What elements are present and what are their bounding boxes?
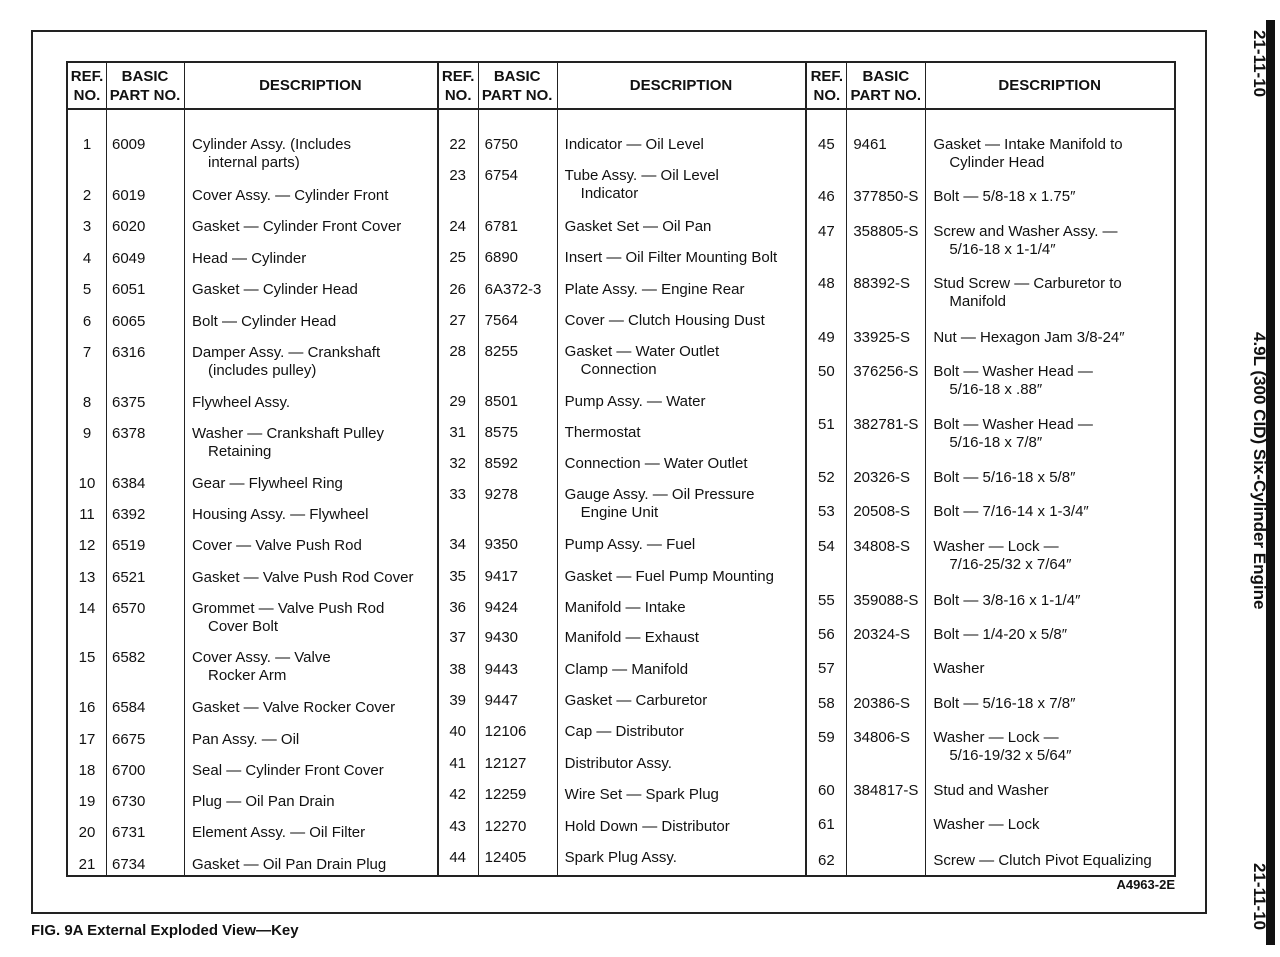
ref-number: 60 [817,782,835,799]
description-line: Engine Unit [580,504,659,521]
description-line: Bolt — 3/8-16 x 1-1/4″ [933,592,1081,609]
description [933,782,1048,800]
part-number: 8592 [484,455,519,472]
description [565,661,688,679]
header-basic-part-no: BASIC PART NO. [481,67,553,104]
ref-number: 20 [78,824,96,841]
ref-number: 45 [817,136,835,153]
description-line: (includes pulley) [208,362,317,379]
table-column [437,63,806,875]
ref-number: 54 [817,538,835,555]
part-number: 6754 [484,167,519,184]
description-line: Damper Assy. — Crankshaft [192,344,381,361]
description [565,692,708,710]
description [192,762,384,780]
description-line: Clamp — Manifold [564,661,689,678]
table-header [807,63,1174,110]
description-line: Spark Plug Assy. [564,849,677,866]
part-number: 6584 [112,699,146,716]
ref-number: 8 [82,394,92,411]
ref-number: 2 [82,187,92,204]
figure-code: A4963-2E [1116,877,1175,892]
description [192,569,413,587]
part-number: 359088-S [853,592,919,609]
description-line: Washer — Crankshaft Pulley [192,425,385,442]
part-number: 6A372-3 [484,281,542,298]
description-line: Thermostat [564,424,641,441]
part-number: 6020 [112,218,146,235]
part-number: 6750 [484,136,519,153]
part-number: 6378 [112,425,146,442]
ref-number: 61 [817,816,835,833]
part-number: 6065 [112,313,146,330]
description [565,723,684,741]
description [565,455,748,473]
part-number: 6009 [112,136,146,153]
ref-number: 22 [449,136,466,153]
description-line: Head — Cylinder [192,250,307,267]
header-ref-no: REF. NO. [441,67,475,104]
description-line: 5/16-18 x .88″ [949,381,1043,398]
column-divider [925,63,926,875]
description-line: Connection [580,361,657,378]
header-ref-no: REF. NO. [810,67,844,104]
description [933,729,1071,765]
description-line: Gasket — Cylinder Head [192,281,358,298]
part-number: 9278 [484,486,519,503]
part-number: 12270 [484,818,527,835]
description [192,344,380,380]
ref-number: 48 [817,275,835,292]
ref-number: 12 [78,537,96,554]
description-line: Wire Set — Spark Plug [564,786,719,803]
ref-number: 3 [82,218,92,235]
ref-number: 1 [82,136,92,153]
ref-number: 13 [78,569,96,586]
part-number: 34806-S [853,729,911,746]
ref-number: 24 [449,218,466,235]
description [565,599,686,617]
description-line: Gasket — Water Outlet [564,343,720,360]
ref-number: 58 [817,695,835,712]
part-number: 6384 [112,475,146,492]
part-number: 6019 [112,187,146,204]
description [933,329,1124,347]
description-line: Pump Assy. — Fuel [564,536,696,553]
description [565,755,672,773]
ref-number: 5 [82,281,92,298]
description-line: Bolt — 7/16-14 x 1-3/4″ [933,503,1089,520]
ref-number: 14 [78,600,96,617]
part-number: 20326-S [853,469,911,486]
description [192,824,365,842]
description-line: Rocker Arm [208,667,287,684]
description [933,592,1080,610]
description-line: Bolt — 5/8-18 x 1.75″ [933,188,1076,205]
description [565,218,712,236]
description-line: Washer — Lock — [933,729,1059,746]
ref-number: 49 [817,329,835,346]
column-divider [557,63,558,875]
description [565,786,719,804]
description [933,136,1122,172]
description-line: Plate Assy. — Engine Rear [564,281,745,298]
part-number: 7564 [484,312,519,329]
part-number: 6051 [112,281,146,298]
table-header [439,63,806,110]
description-line: Stud Screw — Carburetor to [933,275,1122,292]
description [192,856,386,874]
ref-number: 29 [449,393,466,410]
header-description: DESCRIPTION [629,77,733,94]
description-line: Element Assy. — Oil Filter [192,824,366,841]
ref-number: 27 [449,312,466,329]
parts-key-table [66,61,1176,877]
description [933,503,1088,521]
description-line: Stud and Washer [933,782,1049,799]
description [565,486,755,522]
description [933,626,1067,644]
description-line: Gasket — Intake Manifold to [933,136,1123,153]
description-line: Hold Down — Distributor [564,818,730,835]
table-header [68,63,437,110]
description-line: Manifold — Intake [564,599,686,616]
description [933,538,1071,574]
part-number: 20386-S [853,695,911,712]
description [565,629,699,647]
column-divider [106,63,107,875]
part-number: 6731 [112,824,146,841]
ref-number: 34 [449,536,466,553]
ref-number: 39 [449,692,466,709]
ref-number: 53 [817,503,835,520]
part-number: 9461 [853,136,887,153]
description [565,536,696,554]
ref-number: 43 [449,818,466,835]
description [565,167,719,203]
description-line: Bolt — 1/4-20 x 5/8″ [933,626,1068,643]
description-line: Cylinder Assy. (Includes [192,136,351,153]
description-line: Manifold — Exhaust [564,629,699,646]
description-line: Screw and Washer Assy. — [933,223,1118,240]
part-number: 12405 [484,849,527,866]
description [933,416,1093,452]
ref-number: 9 [82,425,92,442]
description-line: Cover — Valve Push Rod [192,537,362,554]
part-number: 9350 [484,536,519,553]
ref-number: 57 [817,660,835,677]
part-number: 6582 [112,649,146,666]
header-description: DESCRIPTION [259,77,362,94]
description-line: Cover Assy. — Valve [192,649,331,666]
part-number: 88392-S [853,275,911,292]
description-line: Cover Bolt [208,618,279,635]
description [565,249,778,267]
description [933,852,1151,870]
description [192,136,351,172]
ref-number: 46 [817,188,835,205]
description-line: Bolt — Cylinder Head [192,313,337,330]
part-number: 6570 [112,600,146,617]
ref-number: 19 [78,793,96,810]
description [192,699,395,717]
part-number: 6781 [484,218,519,235]
description-line: Cover Assy. — Cylinder Front [192,187,389,204]
description-line: Bolt — Washer Head — [933,363,1093,380]
ref-number: 59 [817,729,835,746]
ref-number: 23 [449,167,466,184]
description-line: Bolt — 5/16-18 x 7/8″ [933,695,1076,712]
part-number: 8501 [484,393,519,410]
description [565,281,745,299]
description-line: internal parts) [208,154,300,171]
description [933,275,1121,311]
part-number: 358805-S [853,223,919,240]
ref-number: 55 [817,592,835,609]
description [933,363,1093,399]
description [933,188,1075,206]
part-number: 376256-S [853,363,919,380]
part-number: 6734 [112,856,146,873]
description-line: 7/16-25/32 x 7/64″ [949,556,1072,573]
part-number: 20508-S [853,503,911,520]
ref-number: 10 [78,475,96,492]
description [192,537,362,555]
ref-number: 15 [78,649,96,666]
description-line: Gasket — Valve Rocker Cover [192,699,396,716]
ref-number: 6 [82,313,92,330]
description [192,187,388,205]
description-line: Insert — Oil Filter Mounting Bolt [564,249,778,266]
ref-number: 37 [449,629,466,646]
description-line: Gasket — Fuel Pump Mounting [564,568,774,585]
part-number: 382781-S [853,416,919,433]
description [565,136,704,154]
ref-number: 32 [449,455,466,472]
description-line: Gasket — Carburetor [564,692,708,709]
part-number: 12127 [484,755,527,772]
part-number: 8575 [484,424,519,441]
description [192,425,384,461]
page-number-bottom: 21-11-10 [1250,863,1269,931]
description [192,506,368,524]
description-line: Cap — Distributor [564,723,684,740]
part-number: 9417 [484,568,519,585]
description-line: Gauge Assy. — Oil Pressure [564,486,755,503]
description [192,281,358,299]
part-number: 12259 [484,786,527,803]
header-basic-part-no: BASIC PART NO. [850,67,922,104]
description [565,818,730,836]
ref-number: 51 [817,416,835,433]
ref-number: 35 [449,568,466,585]
figure-caption: FIG. 9A External Exploded View—Key [31,922,299,939]
ref-number: 21 [78,856,96,873]
description-line: Screw — Clutch Pivot Equalizing [933,852,1152,869]
description [565,424,641,442]
description-line: 5/16-18 x 7/8″ [949,434,1043,451]
description-line: Washer [933,660,985,677]
part-number: 6521 [112,569,146,586]
column-divider [478,63,479,875]
description-line: Washer — Lock — [933,538,1059,555]
header-basic-part-no: BASIC PART NO. [109,67,181,104]
part-number: 34808-S [853,538,911,555]
ref-number: 28 [449,343,466,360]
part-number: 6519 [112,537,146,554]
part-number: 33925-S [853,329,911,346]
description [933,816,1039,834]
description-line: Flywheel Assy. [192,394,291,411]
description-line: Tube Assy. — Oil Level [564,167,719,184]
description-line: Pan Assy. — Oil [192,731,300,748]
part-number: 20324-S [853,626,911,643]
ref-number: 41 [449,755,466,772]
ref-number: 17 [78,731,96,748]
description [933,660,984,678]
part-number: 6890 [484,249,519,266]
ref-number: 62 [817,852,835,869]
ref-number: 38 [449,661,466,678]
description-line: Washer — Lock [933,816,1040,833]
description-line: Housing Assy. — Flywheel [192,506,369,523]
description-line: Plug — Oil Pan Drain [192,793,335,810]
part-number: 9430 [484,629,519,646]
page-number-top: 21-11-10 [1250,30,1269,98]
description [192,731,299,749]
ref-number: 52 [817,469,835,486]
ref-number: 4 [82,250,92,267]
description [192,250,306,268]
description [565,343,720,379]
description-line: Manifold [949,293,1007,310]
description-line: Gear — Flywheel Ring [192,475,343,492]
part-number: 384817-S [853,782,919,799]
description-line: Seal — Cylinder Front Cover [192,762,384,779]
description-line: Cylinder Head [949,154,1045,171]
description-line: Connection — Water Outlet [564,455,748,472]
description-line: Gasket — Oil Pan Drain Plug [192,856,387,873]
table-column [68,63,437,875]
ref-number: 56 [817,626,835,643]
description [192,218,401,236]
description-line: Indicator — Oil Level [564,136,704,153]
description-line: Grommet — Valve Push Rod [192,600,385,617]
ref-number: 7 [82,344,92,361]
ref-number: 42 [449,786,466,803]
description [192,475,343,493]
part-number: 9443 [484,661,519,678]
description-line: 5/16-19/32 x 5/64″ [949,747,1072,764]
description-line: Bolt — Washer Head — [933,416,1093,433]
part-number: 12106 [484,723,527,740]
part-number: 6049 [112,250,146,267]
part-number: 6700 [112,762,146,779]
description-line: Indicator [580,185,639,202]
part-number: 6730 [112,793,146,810]
ref-number: 26 [449,281,466,298]
ref-number: 47 [817,223,835,240]
page-sidebar [1232,20,1278,945]
description-line: Pump Assy. — Water [564,393,706,410]
ref-number: 33 [449,486,466,503]
description-line: Retaining [208,443,272,460]
description [192,600,384,636]
table-column [805,63,1174,875]
description-line: Gasket — Valve Push Rod Cover [192,569,414,586]
ref-number: 40 [449,723,466,740]
description [192,313,336,331]
part-number: 377850-S [853,188,919,205]
part-number: 6392 [112,506,146,523]
section-title: 4.9L (300 CID) Six-Cylinder Engine [1250,332,1269,610]
description-line: Cover — Clutch Housing Dust [564,312,765,329]
description-line: Nut — Hexagon Jam 3/8-24″ [933,329,1125,346]
ref-number: 25 [449,249,466,266]
part-number: 8255 [484,343,519,360]
part-number: 6316 [112,344,146,361]
description-line: Distributor Assy. [564,755,672,772]
ref-number: 50 [817,363,835,380]
ref-number: 44 [449,849,466,866]
description-line: Gasket Set — Oil Pan [564,218,712,235]
description [933,469,1075,487]
description [192,394,290,412]
description [192,649,331,685]
description [565,312,765,330]
description-line: Bolt — 5/16-18 x 5/8″ [933,469,1076,486]
ref-number: 36 [449,599,466,616]
header-description: DESCRIPTION [998,77,1101,94]
column-divider [184,63,185,875]
ref-number: 31 [449,424,466,441]
part-number: 6675 [112,731,146,748]
description [933,223,1117,259]
description [565,849,677,867]
part-number: 9447 [484,692,519,709]
description-line: Gasket — Cylinder Front Cover [192,218,402,235]
ref-number: 16 [78,699,96,716]
ref-number: 18 [78,762,96,779]
description [565,393,706,411]
header-ref-no: REF. NO. [70,67,104,104]
part-number: 6375 [112,394,146,411]
ref-number: 11 [79,506,95,523]
column-divider [846,63,847,875]
description [933,695,1075,713]
description [565,568,774,586]
description [192,793,335,811]
part-number: 9424 [484,599,519,616]
description-line: 5/16-18 x 1-1/4″ [949,241,1056,258]
